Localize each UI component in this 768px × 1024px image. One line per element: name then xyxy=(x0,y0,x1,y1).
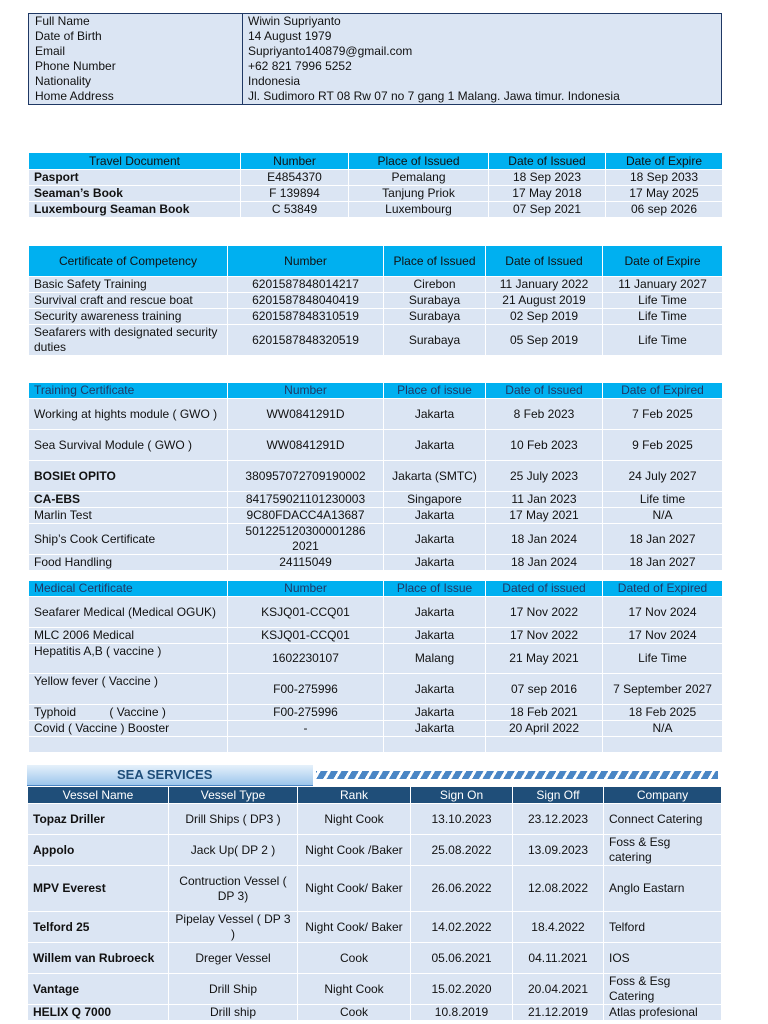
personal-value: 14 August 1979 xyxy=(248,29,332,43)
certificate-name: Food Handling xyxy=(29,555,228,571)
certificate-name: Working at hights module ( GWO ) xyxy=(29,399,228,430)
certificate-number: WW0841291D xyxy=(228,430,384,461)
sea-header-row xyxy=(28,787,722,804)
place-of-issue: Surabaya xyxy=(384,325,486,356)
certificate-number: 501225120300001286 2021 xyxy=(228,524,384,555)
table-row xyxy=(29,628,723,644)
date-expire: 9 Feb 2025 xyxy=(603,430,723,461)
empty-cell xyxy=(228,737,384,753)
place-of-issue: Cirebon xyxy=(384,277,486,293)
date-issued: 10 Feb 2023 xyxy=(486,430,603,461)
vessel-name: HELIX Q 7000 xyxy=(28,1005,169,1021)
personal-value: +62 821 7996 5252 xyxy=(248,59,352,73)
sea-services-banner xyxy=(27,765,313,786)
date-expire: 06 sep 2026 xyxy=(606,202,723,218)
medical-header-row xyxy=(29,581,723,597)
table-row xyxy=(29,555,723,571)
vessel-name: Willem van Rubroeck xyxy=(28,943,169,974)
medical-certificates-table xyxy=(28,580,723,753)
column-header: Number xyxy=(228,246,384,277)
certificate-name: Seafarer Medical (Medical OGUK) xyxy=(29,597,228,628)
sign-on: 26.06.2022 xyxy=(411,866,513,912)
place-of-issue: Jakarta (SMTC) xyxy=(384,461,486,492)
table-row xyxy=(28,804,722,835)
date-issued: 21 August 2019 xyxy=(486,293,603,309)
column-header: Training Certificate xyxy=(29,383,228,399)
personal-value: Supriyanto140879@gmail.com xyxy=(248,44,413,58)
personal-row xyxy=(29,14,722,30)
column-header: Vessel Type xyxy=(169,787,298,804)
vessel-name: Appolo xyxy=(28,835,169,866)
personal-row xyxy=(29,29,722,44)
date-issued: 17 Nov 2022 xyxy=(486,597,603,628)
column-header: Vessel Name xyxy=(28,787,169,804)
place-of-issue: Jakarta xyxy=(384,705,486,721)
rank: Night Cook xyxy=(298,974,411,1005)
personal-label: Nationality xyxy=(29,74,243,89)
date-expire: Life Time xyxy=(603,309,723,325)
sign-on: 25.08.2022 xyxy=(411,835,513,866)
date-expire: 11 January 2027 xyxy=(603,277,723,293)
certificate-name: Marlin Test xyxy=(29,508,228,524)
date-expire: Life Time xyxy=(603,293,723,309)
company: Connect Catering xyxy=(604,804,722,835)
vessel-name: Vantage xyxy=(28,974,169,1005)
table-row xyxy=(29,293,723,309)
column-header: Number xyxy=(228,581,384,597)
personal-row xyxy=(29,59,722,74)
place-of-issue: Jakarta xyxy=(384,524,486,555)
personal-label: Home Address xyxy=(29,89,243,105)
date-issued: 18 Sep 2023 xyxy=(489,170,606,186)
table-row xyxy=(29,461,723,492)
document-number: C 53849 xyxy=(241,202,349,218)
sea-services-title: SEA SERVICES xyxy=(117,767,213,782)
certificate-number: 6201587848040419 xyxy=(228,293,384,309)
vessel-type: Drill Ship xyxy=(169,974,298,1005)
sign-on: 14.02.2022 xyxy=(411,912,513,943)
table-row xyxy=(28,943,722,974)
date-expire: 18 Feb 2025 xyxy=(603,705,723,721)
certificate-number: 24115049 xyxy=(228,555,384,571)
place-of-issue: Jakarta xyxy=(384,628,486,644)
document-name: Seaman’s Book xyxy=(29,186,241,202)
company: IOS xyxy=(604,943,722,974)
place-of-issue: Malang xyxy=(384,644,486,674)
company: Anglo Eastarn xyxy=(604,866,722,912)
column-header: Place of Issue xyxy=(384,581,486,597)
date-expire: 17 Nov 2024 xyxy=(603,628,723,644)
place-of-issue: Tanjung Priok xyxy=(349,186,489,202)
empty-row xyxy=(29,737,723,753)
date-issued: 18 Jan 2024 xyxy=(486,524,603,555)
sign-off: 13.09.2023 xyxy=(513,835,604,866)
date-expire: 18 Sep 2033 xyxy=(606,170,723,186)
column-header: Place of issue xyxy=(384,383,486,399)
column-header: Number xyxy=(241,153,349,170)
certificate-name: Seafarers with designated security duties xyxy=(29,325,228,356)
personal-details-table xyxy=(28,13,722,105)
table-row xyxy=(28,1005,722,1021)
date-issued: 17 May 2021 xyxy=(486,508,603,524)
table-row xyxy=(29,325,723,356)
place-of-issue: Jakarta xyxy=(384,399,486,430)
company: Telford xyxy=(604,912,722,943)
rank: Night Cook /Baker xyxy=(298,835,411,866)
certificate-number: KSJQ01-CCQ01 xyxy=(228,628,384,644)
place-of-issue: Jakarta xyxy=(384,508,486,524)
vessel-name: MPV Everest xyxy=(28,866,169,912)
column-header: Company xyxy=(604,787,722,804)
table-row xyxy=(29,430,723,461)
certificate-name: Security awareness training xyxy=(29,309,228,325)
document-name: Luxembourg Seaman Book xyxy=(29,202,241,218)
certificate-number: KSJQ01-CCQ01 xyxy=(228,597,384,628)
column-header: Medical Certificate xyxy=(29,581,228,597)
table-row xyxy=(29,721,723,737)
column-header: Date of Expire xyxy=(606,153,723,170)
rank: Night Cook/ Baker xyxy=(298,912,411,943)
column-header: Date of Issued xyxy=(489,153,606,170)
certificate-number: 9C80FDACC4A13687 xyxy=(228,508,384,524)
certificate-number: F00-275996 xyxy=(228,674,384,705)
certificate-name: Sea Survival Module ( GWO ) xyxy=(29,430,228,461)
certificate-number: 380957072709190002 xyxy=(228,461,384,492)
place-of-issue: Jakarta xyxy=(384,721,486,737)
certificate-name: Ship’s Cook Certificate xyxy=(29,524,228,555)
date-issued: 02 Sep 2019 xyxy=(486,309,603,325)
date-issued: 21 May 2021 xyxy=(486,644,603,674)
table-row xyxy=(29,202,723,218)
place-of-issue: Pemalang xyxy=(349,170,489,186)
table-row xyxy=(28,866,722,912)
table-row xyxy=(29,597,723,628)
certificate-number: F00-275996 xyxy=(228,705,384,721)
vessel-type: Pipelay Vessel ( DP 3 ) xyxy=(169,912,298,943)
date-issued: 17 May 2018 xyxy=(489,186,606,202)
table-row xyxy=(29,399,723,430)
certificate-number: 841759021101230003 xyxy=(228,492,384,508)
vessel-type: Drill Ships ( DP3 ) xyxy=(169,804,298,835)
competency-header-row xyxy=(29,246,723,277)
table-row xyxy=(29,170,723,186)
place-of-issue: Surabaya xyxy=(384,293,486,309)
sign-off: 12.08.2022 xyxy=(513,866,604,912)
empty-cell xyxy=(603,737,723,753)
date-issued: 11 Jan 2023 xyxy=(486,492,603,508)
travel-header-row xyxy=(29,153,723,170)
vessel-type: Contruction Vessel ( DP 3) xyxy=(169,866,298,912)
place-of-issue: Jakarta xyxy=(384,674,486,705)
date-expire: 7 September 2027 xyxy=(603,674,723,705)
certificate-name: Typhoid ( Vaccine ) xyxy=(29,705,228,721)
column-header: Number xyxy=(228,383,384,399)
company: Foss & Esg catering xyxy=(604,835,722,866)
document-number: E4854370 xyxy=(241,170,349,186)
sign-on: 15.02.2020 xyxy=(411,974,513,1005)
date-expire: N/A xyxy=(603,721,723,737)
personal-label: Email xyxy=(29,44,243,59)
document-name: Pasport xyxy=(29,170,241,186)
table-row xyxy=(28,974,722,1005)
sign-off: 18.4.2022 xyxy=(513,912,604,943)
company: Atlas profesional xyxy=(604,1005,722,1021)
date-issued: 17 Nov 2022 xyxy=(486,628,603,644)
date-issued: 25 July 2023 xyxy=(486,461,603,492)
vessel-name: Telford 25 xyxy=(28,912,169,943)
place-of-issue: Jakarta xyxy=(384,430,486,461)
travel-documents-table xyxy=(28,152,723,218)
date-expire: Life Time xyxy=(603,644,723,674)
empty-cell xyxy=(29,737,228,753)
date-expire: 17 Nov 2024 xyxy=(603,597,723,628)
vessel-type: Dreger Vessel xyxy=(169,943,298,974)
table-row xyxy=(29,277,723,293)
certificate-name: Survival craft and rescue boat xyxy=(29,293,228,309)
certificate-name: MLC 2006 Medical xyxy=(29,628,228,644)
column-header: Date of Expired xyxy=(603,383,723,399)
date-issued: 11 January 2022 xyxy=(486,277,603,293)
personal-label: Date of Birth xyxy=(29,29,243,44)
sign-on: 13.10.2023 xyxy=(411,804,513,835)
competency-certificates-table xyxy=(28,245,723,356)
sign-off: 21.12.2019 xyxy=(513,1005,604,1021)
table-row xyxy=(28,835,722,866)
place-of-issue: Singapore xyxy=(384,492,486,508)
column-header: Dated of Expired xyxy=(603,581,723,597)
sign-off: 20.04.2021 xyxy=(513,974,604,1005)
training-certificates-table xyxy=(28,382,723,571)
certificate-number: 6201587848320519 xyxy=(228,325,384,356)
column-header: Place of Issued xyxy=(349,153,489,170)
table-row xyxy=(29,674,723,705)
rank: Night Cook/ Baker xyxy=(298,866,411,912)
date-expire: N/A xyxy=(603,508,723,524)
personal-row xyxy=(29,89,722,105)
vessel-type: Drill ship xyxy=(169,1005,298,1021)
column-header: Sign Off xyxy=(513,787,604,804)
company: Foss & Esg Catering xyxy=(604,974,722,1005)
certificate-number: - xyxy=(228,721,384,737)
rank: Night Cook xyxy=(298,804,411,835)
column-header: Date of Issued xyxy=(486,383,603,399)
place-of-issue: Jakarta xyxy=(384,555,486,571)
table-row xyxy=(29,309,723,325)
table-row xyxy=(28,912,722,943)
sign-off: 23.12.2023 xyxy=(513,804,604,835)
certificate-name: CA-EBS xyxy=(29,492,228,508)
column-header: Certificate of Competency xyxy=(29,246,228,277)
date-issued: 8 Feb 2023 xyxy=(486,399,603,430)
personal-value: Wiwin Supriyanto xyxy=(248,14,341,28)
training-header-row xyxy=(29,383,723,399)
table-row xyxy=(29,508,723,524)
certificate-name: Hepatitis A,B ( vaccine ) xyxy=(29,644,228,674)
rank: Cook xyxy=(298,943,411,974)
personal-label: Full Name xyxy=(29,14,243,30)
place-of-issue: Luxembourg xyxy=(349,202,489,218)
table-row xyxy=(29,644,723,674)
place-of-issue: Jakarta xyxy=(384,597,486,628)
column-header: Date of Issued xyxy=(486,246,603,277)
column-header: Date of Expire xyxy=(603,246,723,277)
certificate-name: Covid ( Vaccine ) Booster xyxy=(29,721,228,737)
personal-value: Indonesia xyxy=(248,74,301,88)
personal-label: Phone Number xyxy=(29,59,243,74)
column-header: Dated of issued xyxy=(486,581,603,597)
vessel-name: Topaz Driller xyxy=(28,804,169,835)
certificate-number: 6201587848310519 xyxy=(228,309,384,325)
document-number: F 139894 xyxy=(241,186,349,202)
vessel-type: Jack Up( DP 2 ) xyxy=(169,835,298,866)
date-issued: 07 sep 2016 xyxy=(486,674,603,705)
date-expire: 18 Jan 2027 xyxy=(603,555,723,571)
column-header: Travel Document xyxy=(29,153,241,170)
date-issued: 07 Sep 2021 xyxy=(489,202,606,218)
date-issued: 20 April 2022 xyxy=(486,721,603,737)
empty-cell xyxy=(384,737,486,753)
personal-row xyxy=(29,74,722,89)
date-issued: 18 Feb 2021 xyxy=(486,705,603,721)
sea-services-table xyxy=(27,786,722,1021)
date-expire: 17 May 2025 xyxy=(606,186,723,202)
personal-value: Jl. Sudimoro RT 08 Rw 07 no 7 gang 1 Malang. Jawa timur. Indonesia xyxy=(248,89,620,103)
column-header: Place of Issued xyxy=(384,246,486,277)
certificate-number: 1602230107 xyxy=(228,644,384,674)
certificate-number: 6201587848014217 xyxy=(228,277,384,293)
certificate-name: Basic Safety Training xyxy=(29,277,228,293)
sign-on: 10.8.2019 xyxy=(411,1005,513,1021)
certificate-name: BOSIEt OPITO xyxy=(29,461,228,492)
date-issued: 18 Jan 2024 xyxy=(486,555,603,571)
column-header: Rank xyxy=(298,787,411,804)
column-header: Sign On xyxy=(411,787,513,804)
table-row xyxy=(29,524,723,555)
date-expire: Life time xyxy=(603,492,723,508)
decorative-stripes xyxy=(316,771,718,779)
certificate-number: WW0841291D xyxy=(228,399,384,430)
date-expire: Life Time xyxy=(603,325,723,356)
personal-row xyxy=(29,44,722,59)
empty-cell xyxy=(486,737,603,753)
table-row xyxy=(29,186,723,202)
sign-off: 04.11.2021 xyxy=(513,943,604,974)
certificate-name: Yellow fever ( Vaccine ) xyxy=(29,674,228,705)
date-issued: 05 Sep 2019 xyxy=(486,325,603,356)
sign-on: 05.06.2021 xyxy=(411,943,513,974)
table-row xyxy=(29,705,723,721)
rank: Cook xyxy=(298,1005,411,1021)
place-of-issue: Surabaya xyxy=(384,309,486,325)
date-expire: 18 Jan 2027 xyxy=(603,524,723,555)
table-row xyxy=(29,492,723,508)
date-expire: 24 July 2027 xyxy=(603,461,723,492)
date-expire: 7 Feb 2025 xyxy=(603,399,723,430)
